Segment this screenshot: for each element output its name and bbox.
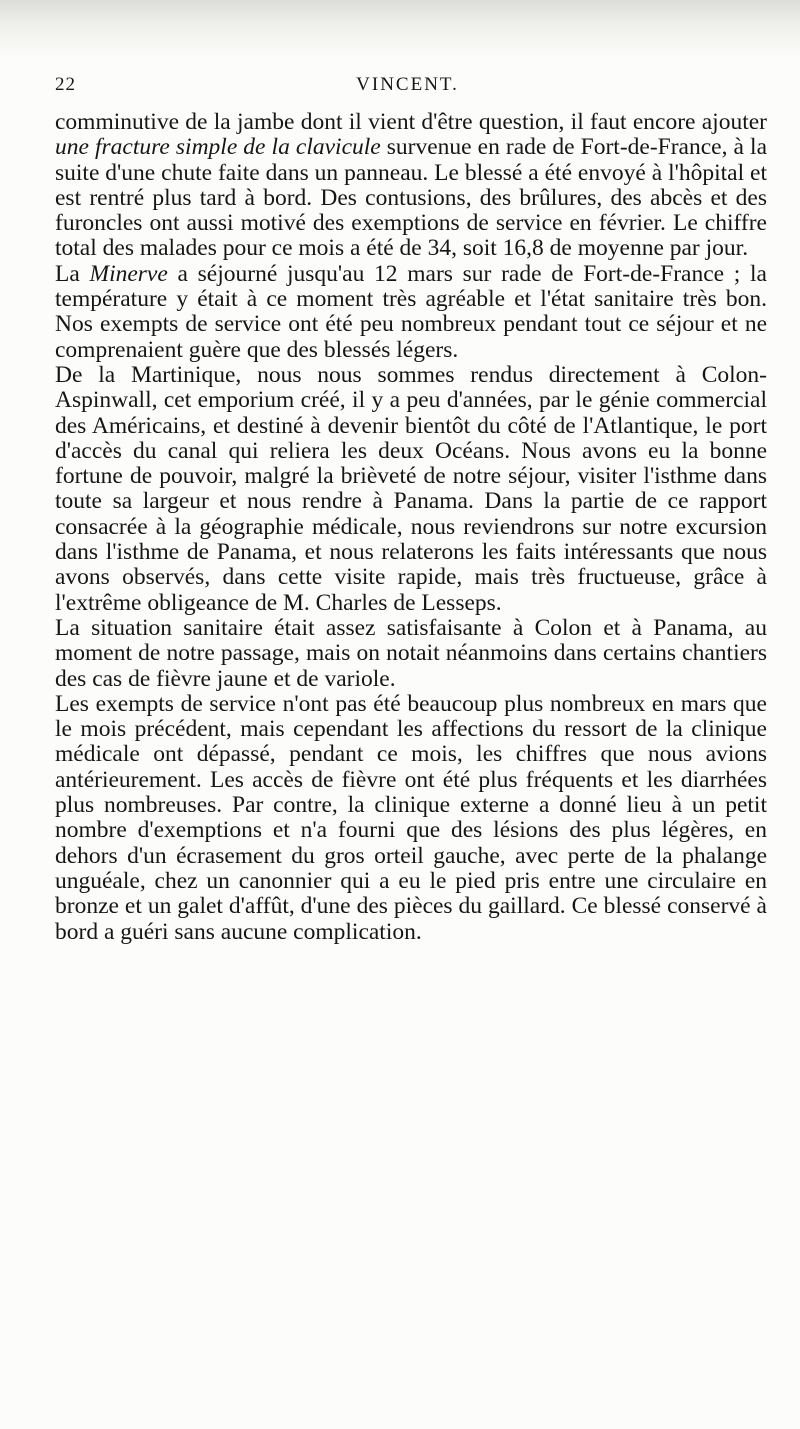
body-text (55, 110, 767, 945)
page-header (55, 74, 760, 104)
paragraph-1 (55, 110, 767, 262)
paragraph-1-emphasis: une fracture simple de la clavicule (55, 134, 381, 161)
paragraph-5: Les exempts de service n'ont pas été beaucoup plus nombreux en mars que le mois précédent, mais cependant les affections du ressort de la clinique médicale ont dépassé, pendant ce mois, les chiffres que nous avions antérieurement. Les accès de fièvre ont été plus fréquents et les diarrhées plus nombreuses. Par contre, la clinique externe a donné lieu à un petit nombre d'exemptions et n'a fourni que des lésions des plus légères, en dehors d'un écrasement du gros orteil gauche, avec perte de la phalange unguéale, chez un canonnier qui a eu le pied pris entre une circulaire en bronze et un galet d'affût, d'une des pièces du gaillard. Ce blessé conservé à bord a guéri sans aucune complication. (55, 690, 767, 945)
paragraph-2 (55, 262, 767, 363)
paragraph-1-text-end: survenue en rade de Fort-de-France, à la suite d'une chute faite dans un panneau. Le blessé a été envoyé à l'hôpital et est rentré plus tard à bord. Des contusions, des brûlures, des abcès et des furoncles ont aussi motivé des exemptions de service en février. Le chiffre total des malades pour ce mois a été de 34, soit 16,8 de moyenne par jour. (55, 134, 767, 262)
page-top-shadow (0, 0, 800, 58)
paragraph-2-emphasis: Minerve (89, 260, 168, 287)
paragraph-2-text-start: La (55, 260, 90, 287)
paragraph-4: La situation sanitaire était assez satisfaisante à Colon et à Panama, au moment de notre passage, mais on notait néanmoins dans certains chantiers des cas de fièvre jaune et de variole. (55, 614, 767, 692)
paragraph-1-text-start: comminutive de la jambe dont il vient d'être question, il faut encore ajouter (55, 109, 767, 135)
paragraph-2-text-end: a séjourné jusqu'au 12 mars sur rade de Fort-de-France ; la température y était à ce moment très agréable et l'état sanitaire très bon. Nos exempts de service ont été peu nombreux pendant tout ce séjour et ne comprenaient guère que des blessés légers. (55, 260, 767, 363)
page-number: 22 (55, 74, 76, 95)
paragraph-3: De la Martinique, nous nous sommes rendus directement à Colon-Aspinwall, cet emporium créé, il y a peu d'années, par le génie commercial des Américains, et destiné à devenir bientôt du côté de l'Atlantique, le port d'accès du canal qui reliera les deux Océans. Nous avons eu la bonne fortune de pouvoir, malgré la brièveté de notre séjour, visiter l'isthme dans toute sa largeur et nous rendre à Panama. Dans la partie de ce rapport consacrée à la géographie médicale, nous reviendrons sur notre excursion dans l'isthme de Panama, et nous relaterons les faits intéressants que nous avons observés, dans cette visite rapide, mais très fructueuse, grâce à l'extrême obligeance de M. Charles de Lesseps. (55, 361, 767, 616)
running-title: VINCENT. (356, 74, 459, 95)
